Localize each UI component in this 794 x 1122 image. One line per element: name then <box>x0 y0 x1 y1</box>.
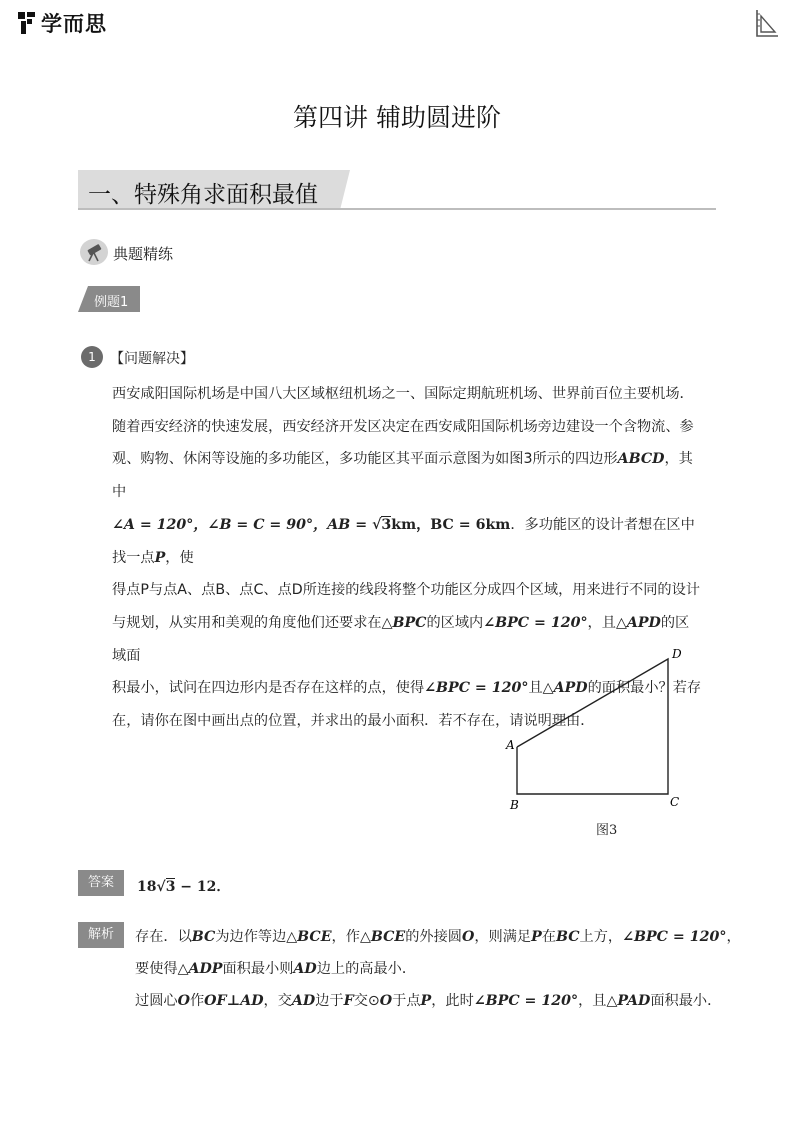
analysis-line-2: 要使得△ADP面积最小则AD边上的高最小． <box>135 961 417 977</box>
problem-line: 得点P与点A、点B、点C、点D所连接的线段将整个功能区分成四个区域，用来进行不同的设计 <box>112 582 700 599</box>
page-title: 第四讲 辅助圆进阶 <box>293 103 501 132</box>
figure-caption: 图3 <box>596 823 618 838</box>
problem-line: 在，请你在图中画出点的位置，并求出的最小面积．若不存在，请说明理由． <box>112 713 595 730</box>
quadrilateral-figure <box>500 642 700 842</box>
vertex-label-a: A <box>506 738 515 752</box>
section-band-tail <box>340 170 350 210</box>
problem-line: 西安咸阳国际机场是中国八大区域枢纽机场之一、国际定期航班机场、世界前百位主要机场． <box>112 386 694 402</box>
analysis-line-1: 存在．以BC为边作等边△BCE，作△BCE的外接圆O，则满足P在BC上方，∠BPC = 120°， <box>135 929 741 945</box>
quadrilateral-abcd <box>517 659 668 794</box>
practice-label: 典题精练 <box>113 245 174 263</box>
answer-text: 18√3 − 12． <box>137 879 231 895</box>
ruler-triangle-icon <box>754 8 780 38</box>
header-bar <box>0 0 794 48</box>
analysis-line-3: 过圆心O作OF⊥AD，交AD边于F交⊙O于点P，此时∠BPC = 120°，且△PAD面积最小． <box>135 993 722 1009</box>
brand-logo <box>16 8 107 38</box>
problem-tag: 【问题解决】 <box>110 351 194 367</box>
problem-line: 观、购物、休闲等设施的多功能区，多功能区其平面示意图为如图3所示的四边形ABCD，其中 <box>112 451 693 501</box>
problem-line: 与规划，从实用和美观的角度他们还要求在△BPC的区域内∠BPC = 120°，且△APD的区域面 <box>112 614 690 664</box>
xueersi-logo-icon <box>16 10 38 36</box>
vertex-label-d: D <box>672 647 682 661</box>
vertex-label-c: C <box>670 795 680 809</box>
answer-tag: 答案 <box>78 870 124 896</box>
problem-line: 随着西安经济的快速发展，西安经济开发区决定在西安咸阳国际机场旁边建设一个含物流、参 <box>112 418 694 435</box>
section-title: 一、特殊角求面积最值 <box>88 182 318 208</box>
logo-text: 学而思 <box>41 12 107 36</box>
vertex-label-b: B <box>510 798 519 812</box>
telescope-icon <box>79 238 109 266</box>
problem-line: ∠A = 120°，∠B = C = 90°，AB = √3km，BC = 6km．多功能区的设计者想在区中找一点P，使 <box>112 516 695 566</box>
analysis-tag: 解析 <box>78 922 124 948</box>
problem-number-badge: 1 <box>81 346 103 368</box>
problem-line: 积最小，试问在四边形内是否存在这样的点，使得∠BPC = 120°且△APD的面积最小？若存 <box>112 680 702 697</box>
example-label: 例题1 <box>94 295 129 310</box>
